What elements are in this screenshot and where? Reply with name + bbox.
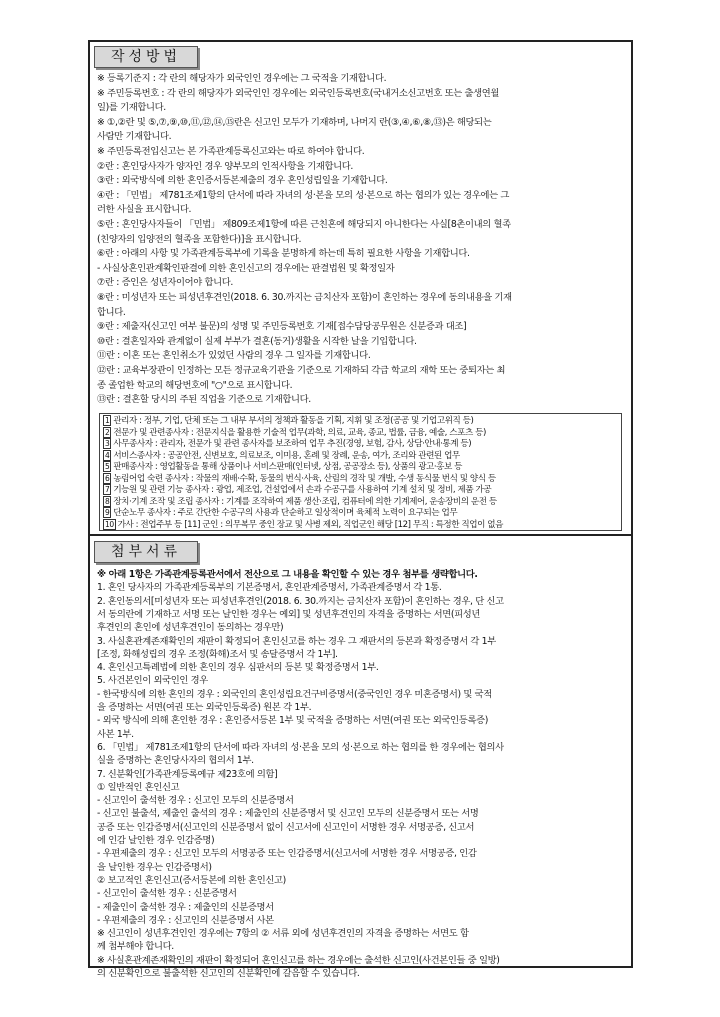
instruction-line: 러한 사실을 표시합니다. — [97, 204, 192, 216]
attachment-notice: ※ 아래 1항은 가족관계등록관서에서 전산으로 그 내용을 확인할 수 있는 경우 첨부를 생략합니다. — [97, 569, 478, 580]
attachment-line: ① 일반적인 혼인신고 — [97, 781, 180, 793]
attachment-line: - 외국 방식에 의해 혼인한 경우 : 혼인증서등본 1부 및 국적을 증명하는 서면(여권 또는 외국인등록증) — [97, 715, 488, 727]
instruction-line: 일)를 기재합니다. — [97, 102, 166, 114]
attachment-line: - 우편제출의 경우 : 신고인 모두의 서명공증 또는 인감증명서(신고서에 서명한 경우 서명공증, 인감 — [97, 848, 477, 860]
instruction-line: ※ ①,②란 및 ⑤,⑦,⑨,⑩,⑪,⑫,⑭,⑮란은 신고인 모두가 기재하며, 나머지 란(③,④,⑥,⑧,⑬)은 해당되는 — [97, 116, 492, 128]
instruction-line: 사람만 기재합니다. — [97, 131, 172, 143]
occupation-text: 농림어업 숙련 종사자 : 작물의 재배·수확, 동물의 번식·사육, 산림의 경작 및 개발, 수생 동식물 번식 및 양식 등 — [113, 473, 496, 484]
attachment-line: 6. 「민법」 제781조제1항의 단서에 따라 자녀의 성·본을 모의 성·본으로 하는 협의를 한 경우에는 협의사 — [97, 741, 504, 753]
occupation-number: 2 — [105, 427, 110, 437]
attachment-line: 3. 사실혼관계존재확인의 재판이 확정되어 혼인신고를 하는 경우 그 재판서의 등본과 확정증명서 각 1부 — [97, 635, 496, 647]
attachment-line: 공증 또는 인감증명서(신고인의 신분증명서 없이 신고서에 신고인이 서명한 경우 서명공증, 신고서 — [97, 821, 475, 833]
occupation-text: 서비스종사자 : 공공안전, 신변보호, 의료보조, 이미용, 혼례 및 장례, 운송, 여가, 조리와 관련된 업무 — [113, 450, 460, 461]
instruction-line: 합니다. — [97, 306, 126, 318]
instruction-line: ※ 주민등록전입신고는 본 가족관계등록신고와는 따로 하여야 합니다. — [97, 146, 365, 157]
attachment-line: 5. 사건본인이 외국인인 경우 — [97, 675, 208, 687]
occupation-text: 단순노무 종사자 : 주로 간단한 수공구의 사용과 단순하고 일상적이며 육체적 노력이 요구되는 업무 — [113, 508, 458, 518]
instruction-frame — [88, 40, 633, 979]
occupation-text: 판매종사자 : 영업활동을 통해 상품이나 서비스판매(인터넷, 상점, 공공장소 등), 상품의 광고·홍보 등 — [113, 462, 463, 472]
instruction-line: ④란 : 「민법」 제781조제1항의 단서에 따라 자녀의 성·본을 모의 성·본으로 하는 협의가 있는 경우에는 그 — [97, 189, 509, 201]
section-title-instructions: 작성방법 — [94, 46, 198, 68]
occupation-number: 10 — [105, 519, 114, 529]
occupation-table — [99, 413, 622, 531]
occupation-number: 9 — [105, 508, 110, 517]
attachment-line: - 한국방식에 의한 혼인의 경우 : 외국인의 혼인성립요건구비증명서(중국인인 경우 미혼증명서) 및 국적 — [97, 688, 492, 700]
occupation-line — [103, 519, 618, 532]
instruction-line: ⑪란 : 이혼 또는 혼인취소가 있었던 사람의 경우 그 일자를 기재합니다. — [97, 350, 371, 362]
section-divider — [90, 534, 631, 536]
instruction-line: - 사실상혼인관계확인판결에 의한 혼인신고의 경우에는 판결법원 및 확정일자 — [97, 262, 395, 274]
attachment-line: 에 인감 날인한 경우 인감증명) — [97, 835, 215, 846]
attachment-line: 실을 증명하는 혼인당사자의 협의서 1부. — [97, 755, 254, 767]
attachment-line: 1. 혼인 당사자의 가족관계등록부의 기본증명서, 혼인관계증명서, 가족관계증명서 각 1통. — [97, 582, 442, 594]
instruction-line: ※ 주민등록번호 : 각 란의 해당자가 외국인인 경우에는 외국인등록번호(국내거소신고번호 또는 출생연월 — [97, 87, 500, 99]
instruction-line: 종 졸업한 학교의 해당번호에 "○"으로 표시합니다. — [97, 379, 293, 391]
attachment-line: 7. 신분확인[가족관계등록예규 제23호에 의함] — [97, 768, 278, 780]
attachment-line: 4. 혼인신고특례법에 의한 혼인의 경우 심판서의 등본 및 확정증명서 1부. — [97, 662, 379, 674]
attachment-line: - 신고인이 출석한 경우 : 신분증명서 — [97, 888, 237, 900]
instruction-line: ⑩란 : 결혼일자와 관계없이 실제 부부가 결혼(동거)생활을 시작한 날을 기입합니다. — [97, 335, 417, 347]
instruction-line: ⑦란 : 증인은 성년자이어야 합니다. — [97, 277, 233, 289]
attachment-line: 2. 혼인동의서[미성년자 또는 피성년후견인(2018. 6. 30.까지는 금치산자 포함)이 혼인하는 경우, 단 신고 — [97, 595, 504, 607]
attachment-line: 의 신분확인으로 불출석한 신고인의 신분확인에 갈음할 수 있습니다. — [97, 968, 360, 979]
attachment-line: 을 증명하는 서면(여권 또는 외국인등록증) 원본 각 1부. — [97, 702, 312, 713]
attachment-line: - 신고인이 출석한 경우 : 신고인 모두의 신분증명서 — [97, 795, 294, 807]
occupation-number: 1 — [105, 416, 110, 425]
instruction-line: ③란 : 외국방식에 의한 혼인증서등본제출의 경우 혼인성립일을 기재합니다. — [97, 175, 388, 187]
instruction-line: ⑧란 : 미성년자 또는 피성년후견인(2018. 6. 30.까지는 금치산자 포함)이 혼인하는 경우에 동의내용을 기재 — [97, 292, 512, 303]
instruction-line: (친양자의 입양전의 혈족을 포함한다)]을 표시합니다. — [97, 233, 302, 245]
instruction-line: ⑫란 : 교육부장관이 인정하는 모든 정규교육기관을 기준으로 기재하되 각급 학교의 재학 또는 중퇴자는 최 — [97, 365, 506, 376]
instruction-line: ②란 : 혼인당사자가 양자인 경우 양부모의 인적사항을 기재합니다. — [97, 160, 354, 172]
attachment-line: [조정, 화해성립의 경우 조정(화해)조서 및 송달증명서 각 1부]. — [97, 648, 338, 660]
attachment-line: 께 첨부해야 합니다. — [97, 941, 174, 953]
attachment-line: 사본 1부. — [97, 728, 134, 740]
occupation-text: 관리자 : 정부, 기업, 단체 또는 그 내부 부서의 정책과 활동을 기획, 지휘 및 조정(공공 및 기업고위직 등) — [113, 416, 474, 426]
attachment-line: ※ 신고인이 성년후견인인 경우에는 7항의 ② 서류 외에 성년후견인의 자격을 증명하는 서면도 함 — [97, 928, 469, 940]
occupation-number: 8 — [105, 496, 110, 506]
attachment-line: - 제출인이 출석한 경우 : 제출인의 신분증명서 — [97, 901, 274, 913]
occupation-text: 가사 : 전업주부 등 [11] 군인 : 의무복무 중인 장교 및 사병 제외, 직업군인 해당 [12] 무직 : 특정한 직업이 없음 — [117, 519, 503, 530]
instruction-line: ⑤란 : 혼인당사자들이 「민법」 제809조제1항에 따른 근친혼에 해당되지 아니한다는 사실[8촌이내의 혈족 — [97, 219, 511, 230]
occupation-number: 6 — [105, 473, 110, 483]
occupation-text: 전문가 및 관련종사자 : 전문지식을 활용한 기술적 업무(과학, 의료, 교육, 종교, 법률, 금융, 예술, 스포츠 등) — [113, 427, 486, 438]
occupation-number: 5 — [105, 462, 110, 471]
occupation-text: 기능원 및 관련 기능 종사자 : 광업, 제조업, 건설업에서 손과 수공구를 사용하여 기계 설치 및 정비, 제품 가공 — [113, 485, 492, 495]
occupation-text: 사무종사자 : 관리자, 전문가 및 관련 종사자를 보조하여 업무 추진(경영, 보험, 감사, 상담·안내·통계 등) — [113, 439, 472, 449]
attachment-line: ※ 사실혼관계존재확인의 재판이 확정되어 혼인신고를 하는 경우에는 출석한 신고인(사건본인들 중 일방) — [97, 954, 500, 966]
occupation-number: 3 — [105, 439, 110, 448]
attachment-line: - 우편제출의 경우 : 신고인의 신분증명서 사본 — [97, 914, 274, 926]
instruction-line: ※ 등록기준지 : 각 란의 해당자가 외국인인 경우에는 그 국적을 기재합니다. — [97, 73, 387, 84]
attachment-line: ② 보고적인 혼인신고(증서등본에 의한 혼인신고) — [97, 874, 286, 886]
occupation-number: 7 — [105, 485, 110, 494]
attachment-line: 을 날인한 경우는 인감증명서) — [97, 861, 212, 873]
occupation-number: 4 — [105, 450, 110, 460]
instruction-line: ⑨란 : 제출자(신고인 여부 불문)의 성명 및 주민등록번호 기재[접수담당공무원은 신분증과 대조] — [97, 321, 467, 333]
attachment-line: 후견인의 혼인에 성년후견인이 동의하는 경우만) — [97, 622, 284, 634]
attachment-line: - 신고인 불출석, 제출인 출석의 경우 : 제출인의 신분증명서 및 신고인 모두의 신분증명서 또는 서명 — [97, 808, 479, 820]
occupation-text: 장치·기계 조작 및 조립 종사자 : 기계를 조작하여 제품 생산·조립, 컴퓨터에 의한 기계제어, 운송장비의 운전 등 — [113, 496, 497, 507]
instruction-line: ⑬란 : 결혼할 당시의 주된 직업을 기준으로 기재합니다. — [97, 394, 311, 406]
instruction-line: ⑥란 : 아래의 사항 및 가족관계등록부에 기록을 분명하게 하는데 특히 필요한 사항을 기재합니다. — [97, 248, 470, 260]
attachment-line: 서 동의란에 기재하고 서명 또는 날인한 경우는 예외] 및 성년후견인의 자격을 증명하는 서면(피성년 — [97, 608, 481, 620]
section-title-attachments: 첨부서류 — [94, 541, 198, 563]
